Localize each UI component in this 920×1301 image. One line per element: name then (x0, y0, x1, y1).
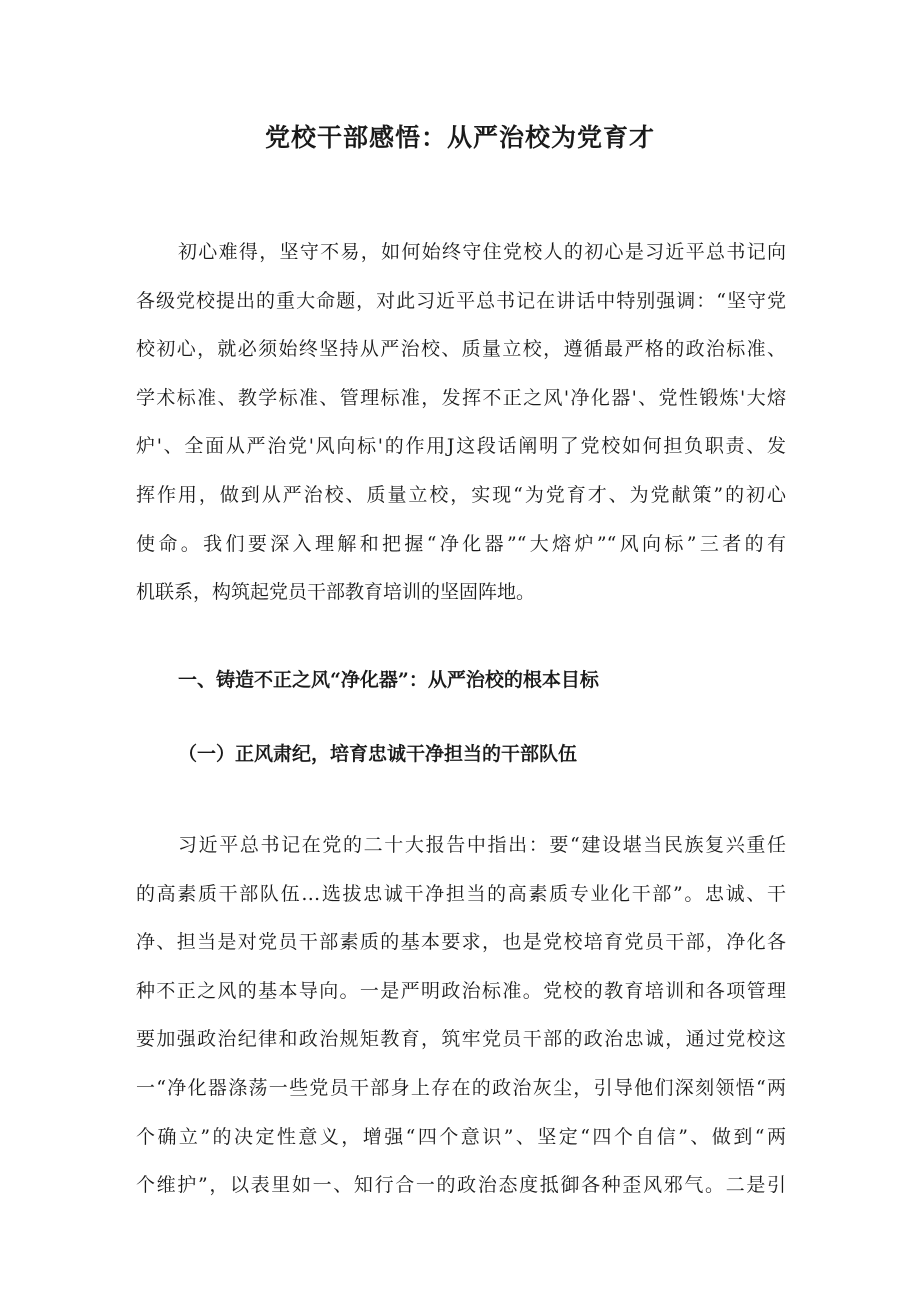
paragraph-line: 炉'、全面从严治党'风向标'的作用J这段话阐明了党校如何担负职责、发 (136, 435, 786, 458)
paragraph-line: 一“净化器涤荡一些党员干部身上存在的政治灰尘，引导他们深刻领悟“两 (136, 1076, 786, 1099)
paragraph-line: 个维护”，以表里如一、知行合一的政治态度抵御各种歪风邪气。二是引 (136, 1174, 786, 1197)
paragraph-line: 挥作用，做到从严治校、质量立校，实现“为党育才、为党献策”的初心 (136, 483, 786, 506)
paragraph-line: 要加强政治纪律和政治规矩教育，筑牢党员干部的政治忠诚，通过党校这 (136, 1028, 786, 1051)
paragraph-line: 的高素质干部队伍…选拔忠诚干净担当的高素质专业化干部”。忠诚、干 (136, 882, 786, 905)
paragraph-line: 个确立”的决定性意义，增强“四个意识”、坚定“四个自信”、做到“两 (136, 1125, 786, 1148)
paragraph-line: 各级党校提出的重大命题，对此习近平总书记在讲话中特别强调：“坚守党 (136, 289, 786, 312)
subsection-heading: （一）正风肃纪，培育忠诚干净担当的干部队伍 (178, 743, 578, 765)
paragraph-line: 使命。我们要深入理解和把握“净化器”“大熔炉”“风向标”三者的有 (136, 532, 786, 555)
paragraph-line: 种不正之风的基本导向。一是严明政治标准。党校的教育培训和各项管理 (136, 979, 786, 1002)
body-paragraph (136, 821, 786, 1210)
paragraph-line: 机联系，构筑起党员干部教育培训的坚固阵地。 (136, 581, 536, 604)
paragraph-line: 学术标准、教学标准、管理标准，发挥不正之风'净化器'、党性锻炼'大熔 (136, 386, 786, 409)
document-title: 党校干部感悟：从严治校为党育才 (264, 123, 655, 152)
intro-paragraph (136, 228, 786, 617)
paragraph-line: 校初心，就必须始终坚持从严治校、质量立校，遵循最严格的政治标准、 (136, 338, 786, 361)
paragraph-line: 净、担当是对党员干部素质的基本要求，也是党校培育党员干部，净化各 (136, 931, 786, 954)
paragraph-line: 习近平总书记在党的二十大报告中指出：要“建设堪当民族复兴重任 (178, 834, 786, 856)
section-heading: 一、铸造不正之风“净化器”：从严治校的根本目标 (178, 669, 599, 691)
paragraph-line: 初心难得，坚守不易，如何始终守住党校人的初心是习近平总书记向 (178, 241, 786, 263)
